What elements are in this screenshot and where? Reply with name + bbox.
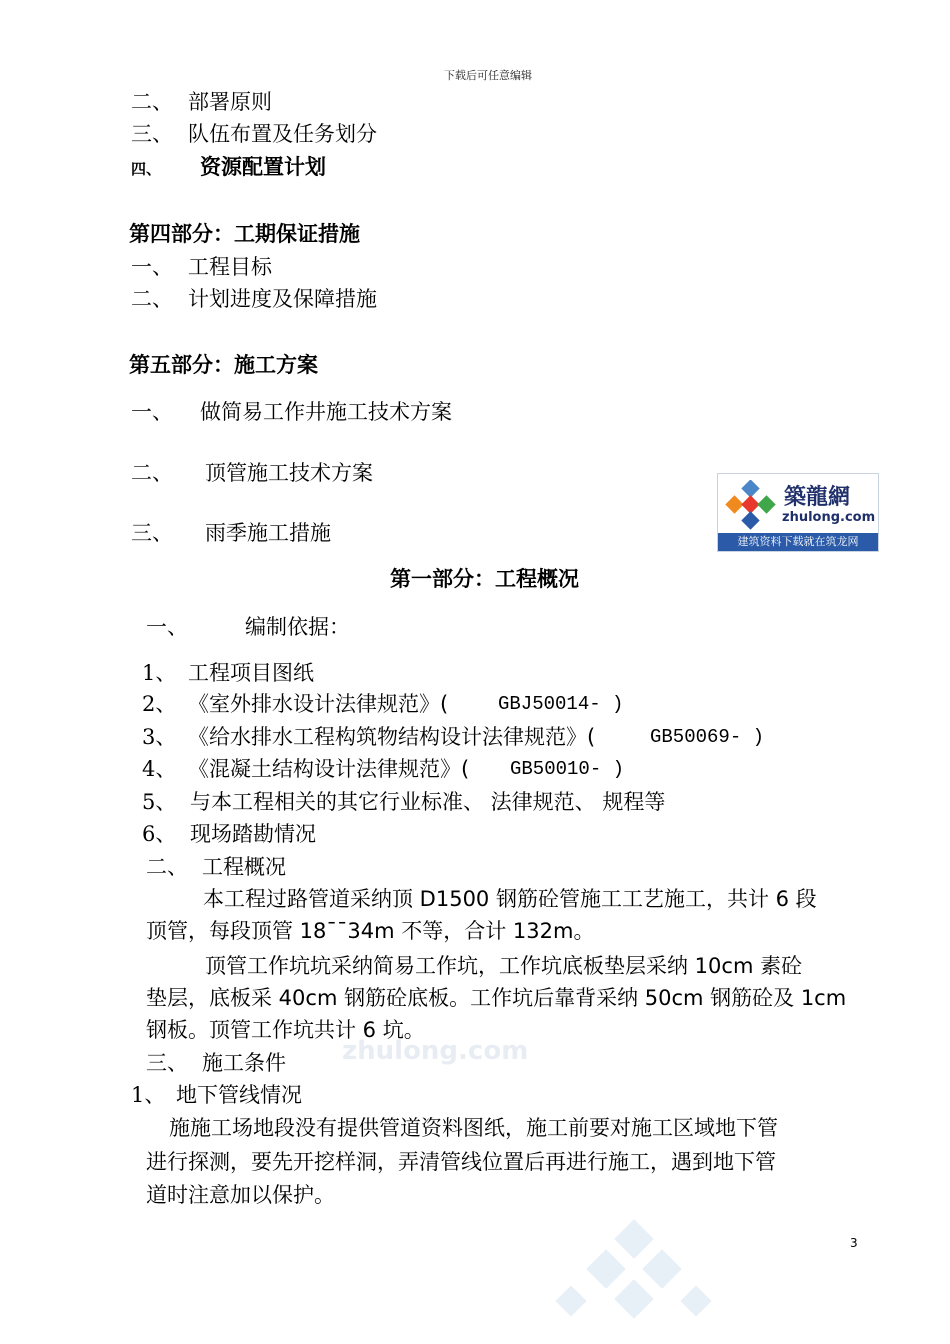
- toc-line-text: 资源配置计划: [200, 155, 326, 179]
- list-item-text: 工程项目图纸: [188, 661, 314, 685]
- list-item-num: 4、: [142, 757, 177, 781]
- logo-chinese-name: 築龍網: [784, 484, 851, 510]
- paragraph-line: 施施工场地段没有提供管道资料图纸，施工前要对施工区域地下管: [169, 1116, 778, 1140]
- list-item-num: 3、: [142, 725, 177, 749]
- section1-title: 第一部分：工程概况: [390, 567, 579, 591]
- basis-heading: 编制依据：: [245, 615, 350, 639]
- watermark-text: zhulong.com: [342, 1036, 529, 1066]
- toc-line-num: 四、: [131, 160, 162, 178]
- list-item-num: 5、: [142, 790, 177, 814]
- toc-line-num: 二、: [131, 287, 173, 311]
- list-item-num: 2、: [142, 692, 177, 716]
- page-number: 3: [850, 1236, 858, 1250]
- subheading-num: 1、: [131, 1083, 166, 1107]
- list-item-code: GB50010- ): [510, 758, 625, 780]
- paragraph-line: 道时注意加以保护。: [146, 1183, 335, 1207]
- list-item-num: 6、: [142, 822, 177, 846]
- toc-line-text: 工程目标: [188, 255, 272, 279]
- part4-heading: 第四部分：工期保证措施: [129, 222, 360, 246]
- overview-num: 二、: [146, 855, 188, 879]
- zhulong-logo-icon: [724, 480, 778, 530]
- basis-num: 一、: [146, 615, 188, 639]
- overview-heading: 工程概况: [202, 855, 286, 879]
- paragraph-line: 顶管，每段顶管 18¯¯34m 不等，合计 132m。: [146, 919, 595, 943]
- paragraph-line: 进行探测，要先开挖样洞，弄清管线位置后再进行施工，遇到地下管: [146, 1150, 776, 1174]
- list-item-num: 1、: [142, 661, 177, 685]
- toc-line-text: 部署原则: [188, 90, 272, 114]
- part5-heading: 第五部分：施工方案: [129, 353, 318, 377]
- toc-line-num: 一、: [131, 255, 173, 279]
- subheading-text: 地下管线情况: [176, 1083, 302, 1107]
- toc-line-num: 一、: [131, 400, 173, 424]
- logo-tagline: 建筑资料下载就在筑龙网: [718, 533, 878, 551]
- paragraph-line: 本工程过路管道采纳顶 D1500 钢筋砼管施工工艺施工，共计 6 段: [203, 887, 817, 911]
- logo-domain: zhulong.com: [782, 510, 876, 525]
- toc-line-text: 计划进度及保障措施: [188, 287, 377, 311]
- toc-line-num: 三、: [131, 521, 173, 545]
- conditions-num: 三、: [146, 1051, 188, 1075]
- list-item-text: 《室外排水设计法律规范》(: [188, 692, 449, 716]
- list-item-code: GB50069- ): [650, 726, 765, 748]
- list-item-text: 《混凝土结构设计法律规范》(: [188, 757, 470, 781]
- zhulong-logo: [717, 473, 879, 552]
- page-header: 下载后可任意编辑: [444, 69, 532, 82]
- list-item-text: 与本工程相关的其它行业标准、 法律规范、 规程等: [190, 790, 666, 814]
- watermark-snowflake-icon: [540, 1215, 730, 1340]
- paragraph-line: 顶管工作坑坑采纳简易工作坑，工作坑底板垫层采纳 10cm 素砼: [205, 954, 803, 978]
- paragraph-line: 钢板。顶管工作坑共计 6 坑。: [146, 1018, 425, 1042]
- toc-line-text: 顶管施工技术方案: [205, 461, 373, 485]
- toc-line-text: 做简易工作井施工技术方案: [200, 400, 452, 424]
- conditions-heading: 施工条件: [202, 1051, 286, 1075]
- toc-line-num: 三、: [131, 122, 173, 146]
- list-item-code: GBJ50014- ): [498, 693, 624, 715]
- toc-line-text: 雨季施工措施: [205, 521, 331, 545]
- toc-line-num: 二、: [131, 461, 173, 485]
- list-item-text: 《给水排水工程构筑物结构设计法律规范》(: [188, 725, 596, 749]
- list-item-text: 现场踏勘情况: [190, 822, 316, 846]
- toc-line-text: 队伍布置及任务划分: [188, 122, 377, 146]
- toc-line-num: 二、: [131, 90, 173, 114]
- paragraph-line: 垫层，底板采 40cm 钢筋砼底板。工作坑后靠背采纳 50cm 钢筋砼及 1cm: [146, 986, 847, 1010]
